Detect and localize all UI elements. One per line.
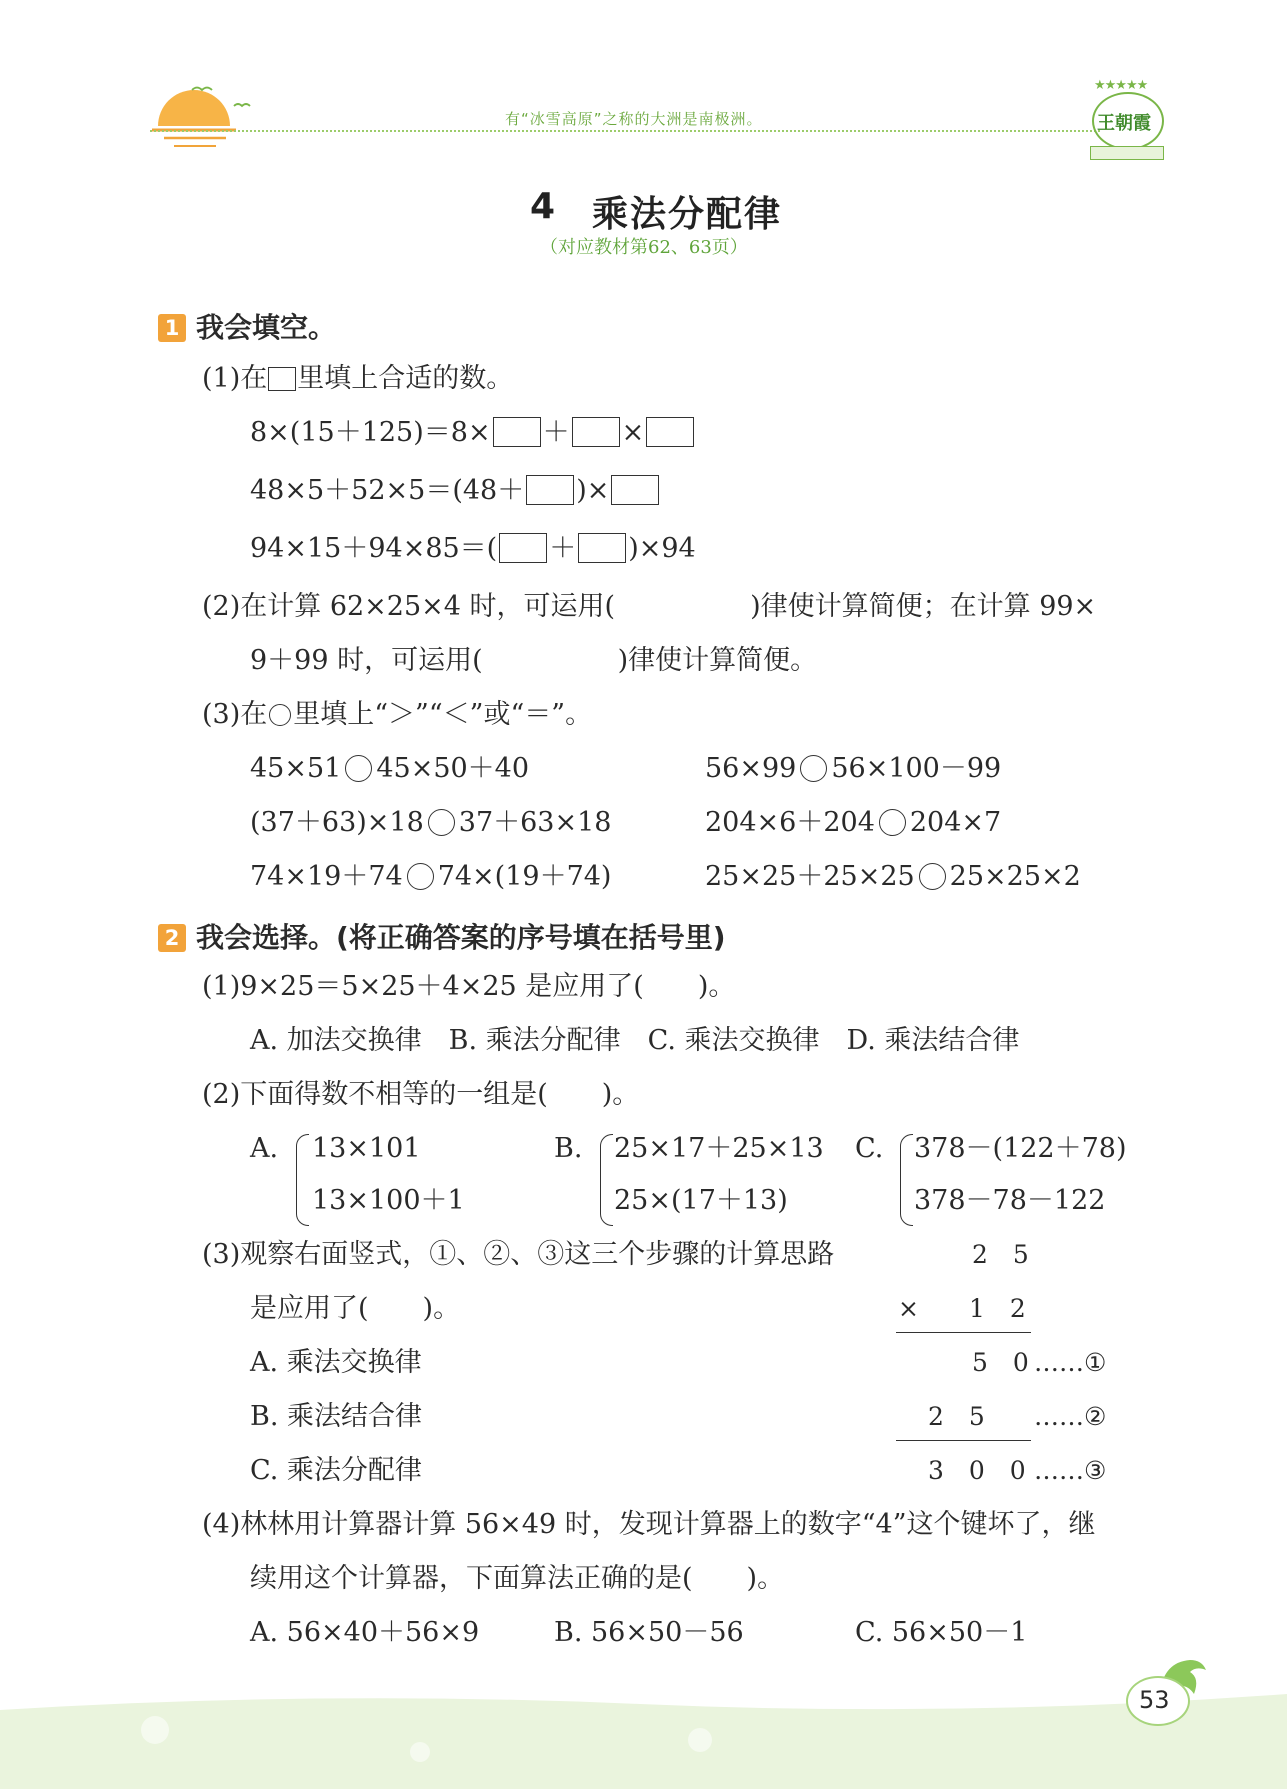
header-tip: 有“冰雪高原”之称的大洲是南极洲。: [505, 110, 763, 128]
option-a-label: A.: [250, 1133, 279, 1164]
brace: [296, 1134, 309, 1226]
vertical-row-3: 5 0: [972, 1348, 1029, 1377]
s2-q2-stem: (2)下面得数不相等的一组是( )。: [202, 1079, 640, 1110]
answer-box[interactable]: [493, 417, 541, 447]
circle-icon: [269, 704, 291, 726]
step-1-marker: ……①: [1034, 1348, 1107, 1377]
compare-circle[interactable]: [345, 755, 372, 782]
compare-item: (37＋63)×18 37＋63×18: [250, 807, 612, 838]
option-c-label: C.: [855, 1133, 884, 1164]
section-2-title: 我会选择。(将正确答案的序号填在括号里): [196, 921, 726, 954]
s1-q1-stem: (1)在 里填上合适的数。: [202, 363, 514, 394]
s2-q4-option-b: B. 56×50－56: [554, 1617, 744, 1648]
s2-q3-option-c: C. 乘法分配律: [250, 1455, 422, 1486]
s2-q4-line1: (4)林林用计算器计算 56×49 时，发现计算器上的数字“4”这个键坏了，继: [202, 1509, 1096, 1540]
brand-ribbon: [1090, 146, 1164, 160]
answer-box[interactable]: [646, 417, 694, 447]
section-2-badge: 2: [158, 924, 186, 952]
compare-circle[interactable]: [428, 809, 455, 836]
page-subtitle: （对应教材第62、63页）: [540, 237, 748, 258]
s2-q3-option-a: A. 乘法交换律: [250, 1347, 422, 1378]
option-a-bottom: 13×100＋1: [312, 1185, 465, 1216]
star-icons: ★★★★★: [1094, 78, 1148, 93]
option-b-top: 25×17＋25×13: [614, 1133, 824, 1164]
lesson-number: 4: [530, 186, 556, 227]
page-number: 53: [1139, 1686, 1170, 1714]
answer-box: [268, 367, 296, 391]
section-1-header: [158, 306, 336, 346]
s1-q1-line3: 94×15＋94×85＝( ＋ )×94: [250, 533, 696, 564]
s1-q1-line2: 48×5＋52×5＝(48＋ )×: [250, 474, 661, 508]
compare-circle[interactable]: [919, 863, 946, 890]
compare-item: 204×6＋204 204×7: [705, 807, 1002, 838]
option-c-top: 378－(122＋78): [914, 1133, 1127, 1164]
compare-circle[interactable]: [800, 755, 827, 782]
s2-q1-stem: (1)9×25＝5×25＋4×25 是应用了( )。: [202, 971, 736, 1002]
s2-q3-option-b: B. 乘法结合律: [250, 1401, 423, 1432]
option-b-label: B.: [554, 1133, 583, 1164]
sunset-logo: [150, 78, 260, 156]
compare-circle[interactable]: [879, 809, 906, 836]
section-2-header: [158, 916, 726, 956]
s2-q1-options: A. 加法交换律 B. 乘法分配律 C. 乘法交换律 D. 乘法结合律: [250, 1025, 1020, 1056]
option-c-bottom: 378－78－122: [914, 1185, 1106, 1216]
section-1-badge: 1: [158, 314, 186, 342]
answer-box[interactable]: [611, 475, 659, 505]
vertical-row-2: × 1 2: [898, 1294, 1026, 1323]
s1-q2-line1: (2)在计算 62×25×4 时，可运用( )律使计算简便；在计算 99×: [202, 591, 1097, 622]
s1-q3-stem: (3)在 里填上“＞”“＜”或“＝”。: [202, 699, 593, 730]
compare-item: 74×19＋74 74×(19＋74): [250, 861, 612, 892]
brace: [600, 1134, 613, 1226]
answer-box[interactable]: [572, 417, 620, 447]
answer-box[interactable]: [499, 533, 547, 563]
compare-item: 25×25＋25×25 25×25×2: [705, 861, 1081, 892]
s2-q4-option-a: A. 56×40＋56×9: [250, 1617, 480, 1648]
step-3-marker: ……③: [1034, 1456, 1107, 1485]
header-dotted-line: [150, 130, 1100, 132]
vertical-line-1: [896, 1332, 1031, 1333]
s2-q4-line2: 续用这个计算器，下面算法正确的是( )。: [250, 1563, 785, 1594]
step-2-marker: ……②: [1034, 1402, 1107, 1431]
vertical-row-4: 2 5: [928, 1402, 985, 1431]
s2-q3-line1: (3)观察右面竖式，①、②、③这三个步骤的计算思路: [202, 1239, 835, 1270]
s1-q1-line1: 8×(15＋125)＝8× ＋ ×: [250, 416, 696, 450]
compare-item: 56×99 56×100－99: [705, 753, 1002, 784]
compare-circle[interactable]: [407, 863, 434, 890]
s2-q4-option-c: C. 56×50－1: [855, 1617, 1028, 1648]
option-b-bottom: 25×(17＋13): [614, 1185, 788, 1216]
option-a-top: 13×101: [312, 1133, 421, 1164]
vertical-row-5: 3 0 0: [928, 1456, 1026, 1485]
footer-background: [0, 1680, 1287, 1789]
answer-box[interactable]: [526, 475, 574, 505]
brand-logo-text: 王朝霞: [1097, 113, 1151, 134]
vertical-line-2: [896, 1440, 1031, 1441]
brace: [900, 1134, 913, 1226]
vertical-row-1: 2 5: [972, 1240, 1029, 1269]
s2-q3-line2: 是应用了( )。: [250, 1293, 461, 1324]
s1-q2-line2: 9＋99 时，可运用( )律使计算简便。: [250, 645, 818, 676]
answer-box[interactable]: [578, 533, 626, 563]
compare-item: 45×51 45×50＋40: [250, 753, 530, 784]
brand-badge: [1088, 78, 1168, 166]
section-1-title: 我会填空。: [196, 311, 337, 344]
page-title: 乘法分配律: [592, 194, 783, 235]
